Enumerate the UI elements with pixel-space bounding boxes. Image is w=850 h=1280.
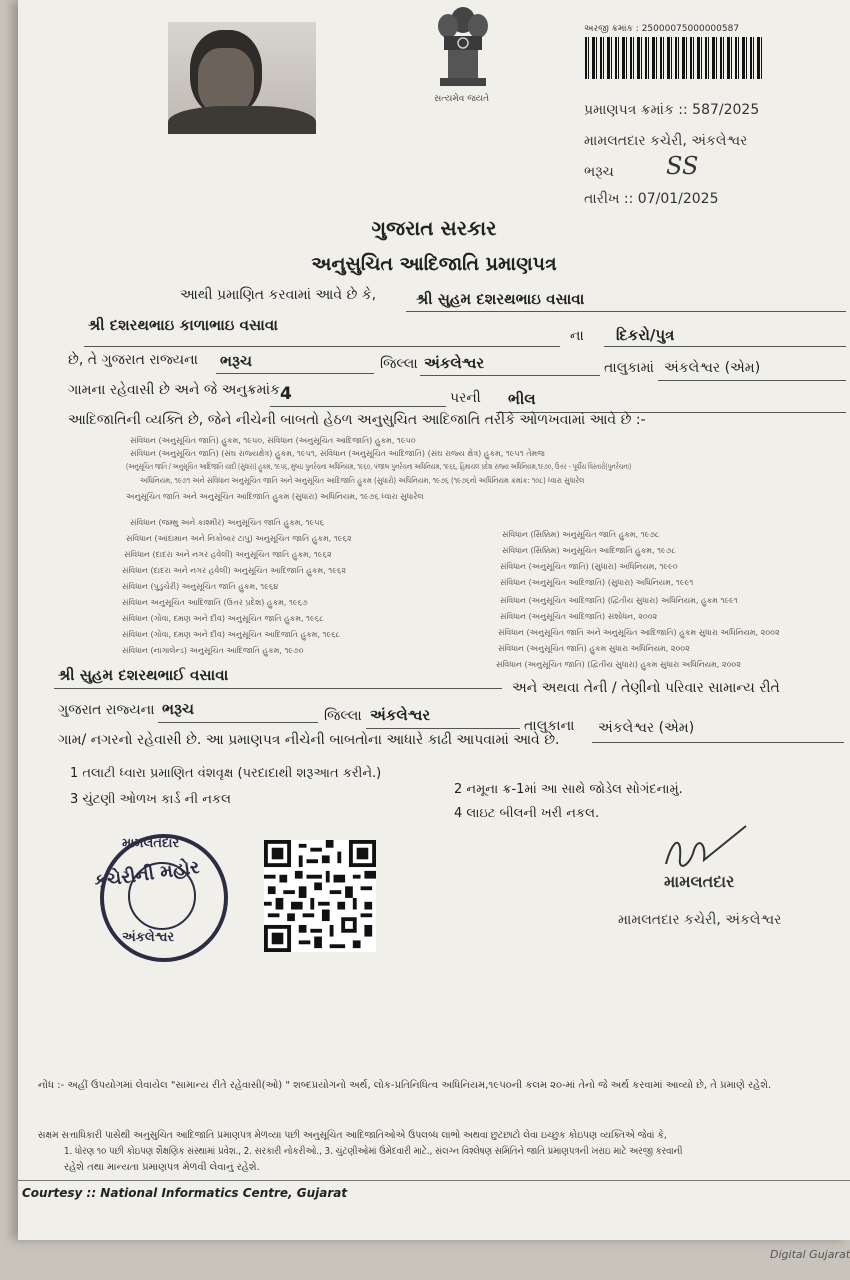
act-item: સંવિધાન (અનુસૂચિત જાતિ) (દ્વિતીય સુધારા) હુકમ સુધારા અધિનિયમ, ૨૦૦૨ [496, 660, 741, 669]
serial-line [270, 406, 446, 407]
act-item: સંવિધાન (સિક્કિમ) અનુસૂચિત આદિજાતિ હુકમ, ૧૯૭૮ [502, 546, 676, 555]
act-item: સંવિધાન (સિક્કિમ) અનુસૂચિત જાતિ હુકમ, ૧૯૭૮ [502, 530, 660, 539]
taluka-line [420, 375, 600, 376]
basis-item: 4 લાઇટ બીલની ખરી નકલ. [454, 806, 600, 821]
act-item: સંવિધાન (જમ્મુ અને કાશ્મીર) અનુસૂચિત જાતિ હુકમ, ૧૯૫૬ [130, 518, 324, 527]
taluka-value-2: અંકલેશ્વર [370, 706, 431, 724]
taluka-value: અંકલેશ્વર [424, 354, 485, 372]
of-label: ના [570, 328, 584, 344]
holder-name-2: શ્રી સુહમ દશરથભાઈ વસાવા [58, 666, 229, 684]
serial-value: 4 [280, 384, 292, 404]
signatory-office: મામલતદાર કચેરી, અંકલેશ્વર [618, 912, 782, 928]
national-emblem-icon [430, 4, 496, 90]
district-line-2 [158, 722, 318, 723]
handwritten-number: SS [666, 152, 699, 180]
digital-gujarat-watermark: Digital Gujarat [770, 1248, 850, 1261]
act-item: સંવિધાન અનુસૂચિત આદિજાતિ (ઉત્તર પ્રદેશ) હુકમ, ૧૯૬૭ [122, 598, 308, 607]
holder-name-2-line [54, 688, 502, 689]
act-item: સંવિધાન (અનુસૂચિત જાતિ) હુકમ સુધારા અધિનિયમ, ૨૦૦૨ [498, 644, 690, 653]
note-3: 1. ધોરણ ૧૦ પછી કોઇપણ શૈક્ષણિક સંસ્થામાં પ્રવેશ., 2. સરકારી નોકરીઓ., 3. ચુંટણીઓમાં ઉમેદવારી માટે., સંલગ્ન વિશ્લેષણ સમિતિને જાતિ પ્રમાણપત્રની ખરાઇ માટે અરજી કરવાની [64, 1146, 683, 1157]
act-item: સંવિધાન (અનુસૂચિત આદિજાતિ) (સુધારા) અધિનિયમ, ૧૯૯૧ [500, 578, 694, 587]
issue-date: તારીખ :: 07/01/2025 [584, 191, 719, 207]
legal-line: અધિનિયમ, ૧૯૭૧ અને સંવિધાન અનુસૂચિત જાતિ અને અનુસૂચિત આદિજાતિ હુકમ (સુધારો) અધિનિયમ, ૧૯૭૬ (૧૯૭૬નો અધિનિયમ ક્રમાંક: ૧૦૮) ધ્વારા સુધારેલ [140, 476, 585, 485]
holder-name: શ્રી સુહમ દશરથભાઇ વસાવા [416, 290, 585, 308]
act-item: સંવિધાન (અનુસૂચિત આદિજાતિ) (દ્વિતીય સુધારા) અધિનિયમ, હુકમ ૧૯૯૧ [500, 596, 738, 605]
district-value-2: ભરૂચ [162, 700, 194, 718]
place-label: ભરૂચ [584, 164, 614, 180]
barcode [585, 37, 765, 79]
family-text: અને અથવા તેની / તેણીનો પરિવાર સામાન્ય રીતે [512, 680, 780, 696]
village-value: અંકલેશ્વર (એમ) [664, 360, 761, 376]
legal-line: સંવિધાન (અનુસૂચિત જાતિ) હુકમ, ૧૯૫૦, સંવિધાન (અનુસૂચિત આદિજાતિ) હુકમ, ૧૯૫૦ [130, 436, 416, 445]
state-text-2: ગુજરાત રાજ્યના [58, 702, 155, 718]
father-name-line [84, 346, 560, 347]
certify-text: આથી પ્રમાણિત કરવામાં આવે છે કે, [180, 287, 377, 303]
district-label: જિલ્લા [380, 356, 418, 372]
act-item: સંવિધાન (આંદામાન અને નિકોબાર ટાપુ) અનુસૂચિત જાતિ હુકમ, ૧૯૬૨ [126, 534, 352, 543]
legal-line: (અનુસૂચિત જાતિ / અનુસૂચિત આદિજાતિ યાદી (સુધારા) હુકમ, ૧૯૫૬, મુંબઇ પુનર્રચના અધિનિયમ, ૧૯૬૦, પંજાબ પુનર્રચના અધિનિયમ, ૧૯૬૬, હિમાચલ પ્રદેશ રાજ્ય અધિનિયમ,૧૯૭૦, ઉત્તર - પૂર્વીય વિસ્તારો(પુનર્રચના) [126, 462, 632, 471]
applicant-photo [168, 22, 316, 134]
act-item: સંવિધાન (ગોવા, દમણ અને દીવ) અનુસૂચિત આદિજાતિ હુકમ, ૧૯૬૮ [122, 630, 341, 639]
act-item: સંવિધાન (દાદરા અને નગર હવેલી) અનુસૂચિત આદિજાતિ હુકમ, ૧૯૬૨ [122, 566, 347, 575]
government-title: ગુજરાત સરકાર [371, 216, 497, 240]
basis-item: 3 ચુંટણી ઓળખ કાર્ડ ની નકલ [70, 792, 231, 807]
tribe-value: ભીલ [508, 390, 536, 408]
certificate-page [18, 0, 850, 1240]
basis-item: 2 નમૂના ક્ર-1માં આ સાથે જોડેલ સોગંદનામું. [454, 782, 683, 797]
legal-line: સંવિધાન (અનુસૂચિત જાતિ) (સંઘ રાજ્યક્ષેત્ર) હુકમ, ૧૯૫૧, સંવિધાન (અનુસૂચિત આદિજાતિ) (સંઘ રાજ્ય ક્ષેત્ર) હુકમ, ૧૯૫૧ તેમજ [130, 449, 545, 458]
state-text: છે, તે ગુજરાત રાજ્યના [68, 352, 198, 368]
note-4: રહેશે તથા માન્યતા પ્રમાણપત્ર મેળવી લેવાનું રહેશે. [64, 1162, 260, 1173]
taluka-line-2 [366, 728, 520, 729]
certificate-title: અનુસુચિત આદિજાતિ પ્રમાણપત્ર [311, 253, 557, 275]
father-name: શ્રી દશરથભાઇ કાળાભાઇ વસાવા [88, 316, 278, 334]
taluka-label-2: તાલુકાના [524, 718, 575, 734]
emblem-motto: સત્યમેવ જયતે [434, 94, 490, 104]
relation-line [604, 346, 846, 347]
note-1: નોંધ :- અહીં ઉપયોગમાં લેવાયેલ "સામાન્ય રીતે રહેવાસી(ઓ) " શબ્દપ્રયોગનો અર્થ, લોક-પ્રતિનિધિત્વ અધિનિયમ,૧૯૫૦ની કલમ ૨૦-માં તેનો જે અર્થ કરવામાં આવ્યો છે, તે પ્રમાણે રહેશે. [38, 1080, 772, 1091]
seal-middle-text: કચેરીની મહોર [93, 856, 201, 893]
resident-text: ગામના રહેવાસી છે અને જે અનુક્રમાંક [68, 382, 280, 398]
footer-divider [18, 1180, 850, 1181]
holder-name-line [406, 311, 846, 312]
signatory-title: મામલતદાર [664, 872, 735, 891]
village-line [658, 380, 846, 381]
courtesy-text: Courtesy :: National Informatics Centre, Gujarat [22, 1186, 348, 1200]
note-2: સક્ષમ સત્તાધિકારી પાસેથી અનુસુચિત આદિજાતિ પ્રમાણપત્ર મેળવ્યા પછી અનુસૂચિત આદિજાતિઓએ ઉપલબ્ધ લાભો અથવા છુટછાટો લેવા ઇચ્છુક કોઇપણ વ્યક્તિએ જેવાં કે, [38, 1130, 667, 1141]
seal-top-text: મામલતદાર [122, 836, 180, 851]
district-label-2: જિલ્લા [324, 708, 362, 724]
act-item: સંવિધાન (અનુસૂચિત જાતિ) (સુધારા) અધિનિયમ, ૧૯૯૦ [500, 562, 678, 571]
legal-line: અનુસૂચિત જાતિ અને અનુસૂચિત આદિજાતિ હુકમ (સુધારા) અધિનિયમ, ૧૯૭૬ ધ્વારા સુધારેલ [126, 492, 424, 501]
act-item: સંવિધાન (ગોવા, દમણ અને દીવ) અનુસૂચિત જાતિ હુકમ, ૧૯૬૮ [122, 614, 324, 623]
of-text: પરની [450, 390, 481, 406]
resident-text-2: ગામ/ નગરનો રહેવાસી છે. આ પ્રમાણપત્ર નીચેની બાબતોના આધારે કાઢી આપવામાં આવે છે. [58, 732, 560, 748]
act-item: સંવિધાન (દાદરા અને નગર હવેલી) અનુસૂચિત જાતિ હુકમ, ૧૯૬૨ [124, 550, 332, 559]
district-value: ભરૂચ [220, 352, 252, 370]
recognized-text: આદિજાતિની વ્યક્તિ છે, જેને નીચેની બાબતો હેઠળ અનુસુચિત આદિજાતિ તરીકે ઓળખવામાં આવે છે :- [68, 412, 646, 428]
qr-code-icon [264, 840, 376, 952]
taluka-label: તાલુકામાં [604, 360, 654, 376]
village-line-2 [592, 742, 844, 743]
basis-item: 1 તલાટી ધ્વારા પ્રમાણિત વંશવૃક્ષ (પરદાદાથી શરૂઆત કરીને.) [70, 766, 382, 781]
act-item: સંવિધાન (અનુસૂચિત જાતિ અને અનુસૂચિત આદિજાતિ) હુકમ સુધારા અધિનિયમ, ૨૦૦૨ [498, 628, 780, 637]
village-value-2: અંકલેશ્વર (એમ) [598, 720, 695, 736]
barcode-number: અરજી ક્રમાંક : 25000075000000587 [584, 24, 740, 34]
act-item: સંવિધાન (અનુસૂચિત આદિજાતિ) સંશોધન, ૨૦૦૨ [500, 612, 658, 621]
signature-scribble [660, 820, 750, 880]
act-item: સંવિધાન (નાગાલેન્ડ) અનુસૂચિત આદિજાતિ હુકમ, ૧૯૭૦ [122, 646, 304, 655]
issuing-office: મામલતદાર કચેરી, અંકલેશ્વર [584, 133, 748, 149]
district-line [216, 373, 374, 374]
act-item: સંવિધાન (પુડુચેરી) અનુસૂચિત જાતિ હુકમ, ૧૯૬૪ [122, 582, 279, 591]
seal-bottom-text: અંકલેશ્વર [122, 930, 175, 945]
certificate-number: પ્રમાણપત્ર ક્રમાંક :: 587/2025 [584, 102, 760, 118]
relation: દિકરો/પુત્ર [616, 326, 675, 344]
